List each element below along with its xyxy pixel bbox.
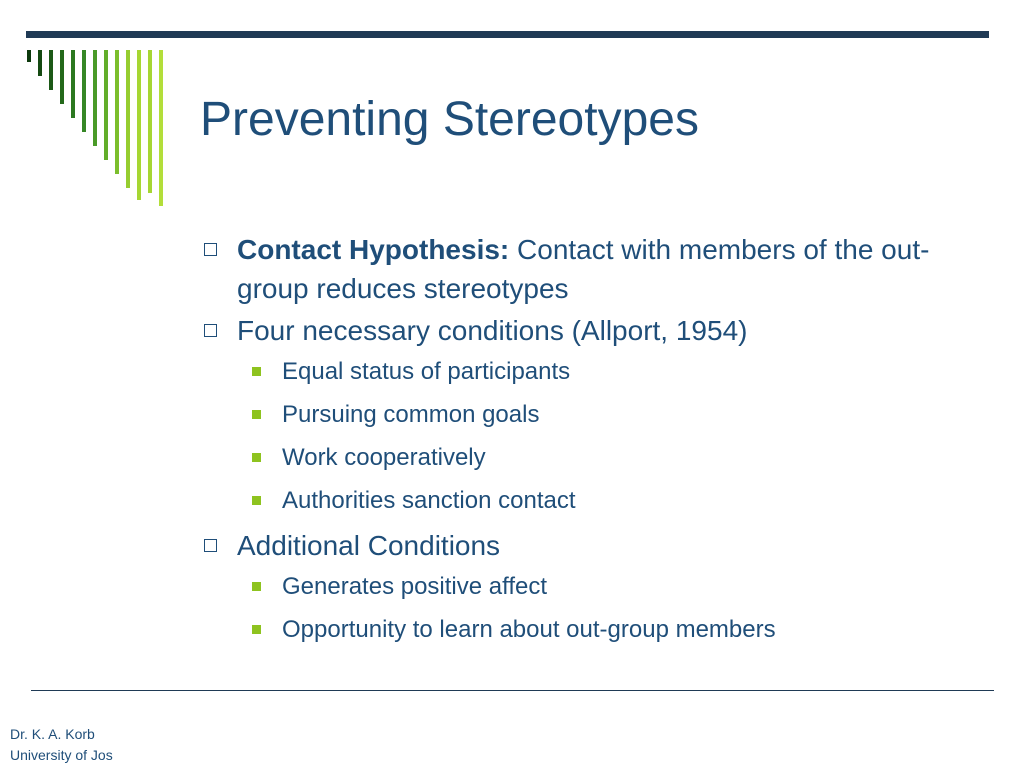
sub-bullet: [200, 393, 980, 436]
stripe: [126, 50, 130, 188]
stripe: [82, 50, 86, 132]
sub-bullet-text: Equal status of participants: [282, 358, 571, 385]
top-rule: [26, 31, 989, 38]
bullet-bold-label: Contact Hypothesis:: [237, 234, 510, 265]
hollow-square-bullet-icon: [204, 324, 217, 337]
sub-bullet-text: Pursuing common goals: [282, 401, 540, 428]
bullet-four-conditions: [200, 311, 980, 350]
filled-square-bullet-icon: [252, 410, 261, 419]
filled-square-bullet-icon: [252, 625, 261, 634]
stripe: [148, 50, 152, 193]
slide-title: Preventing Stereotypes: [200, 93, 699, 146]
footer-author: Dr. K. A. Korb: [10, 726, 95, 742]
stripe: [38, 50, 42, 76]
footer-institution: University of Jos: [10, 747, 113, 763]
stripe: [159, 50, 163, 206]
sub-bullet-text: Authorities sanction contact: [282, 487, 576, 514]
hollow-square-bullet-icon: [204, 243, 217, 256]
decorative-stripes: [0, 0, 170, 210]
sub-bullet: [200, 436, 980, 479]
bullet-contact-hypothesis: [200, 230, 980, 308]
sub-bullet: [200, 479, 980, 522]
sub-bullet: [200, 350, 980, 393]
sub-bullet-text: Opportunity to learn about out-group members: [282, 616, 776, 643]
filled-square-bullet-icon: [252, 496, 261, 505]
filled-square-bullet-icon: [252, 582, 261, 591]
stripe: [60, 50, 64, 104]
bullet-text: Additional Conditions: [237, 530, 501, 561]
stripe: [27, 50, 31, 62]
bullet-text: Contact with members of the out-group reduces stereotypes: [237, 234, 930, 304]
sub-bullet: [200, 608, 980, 651]
bullet-text: Four necessary conditions (Allport, 1954): [237, 315, 748, 346]
stripe: [115, 50, 119, 174]
stripe: [93, 50, 97, 146]
filled-square-bullet-icon: [252, 453, 261, 462]
stripe: [71, 50, 75, 118]
footer: [10, 724, 113, 766]
bottom-rule: [31, 690, 994, 691]
stripe: [49, 50, 53, 90]
sub-bullet-text: Generates positive affect: [282, 573, 548, 600]
sub-bullet: [200, 565, 980, 608]
stripe: [104, 50, 108, 160]
sub-bullet-text: Work cooperatively: [282, 444, 486, 471]
hollow-square-bullet-icon: [204, 539, 217, 552]
stripe: [137, 50, 141, 200]
bullet-additional-conditions: [200, 526, 980, 565]
filled-square-bullet-icon: [252, 367, 261, 376]
bullet-list: [200, 230, 980, 651]
